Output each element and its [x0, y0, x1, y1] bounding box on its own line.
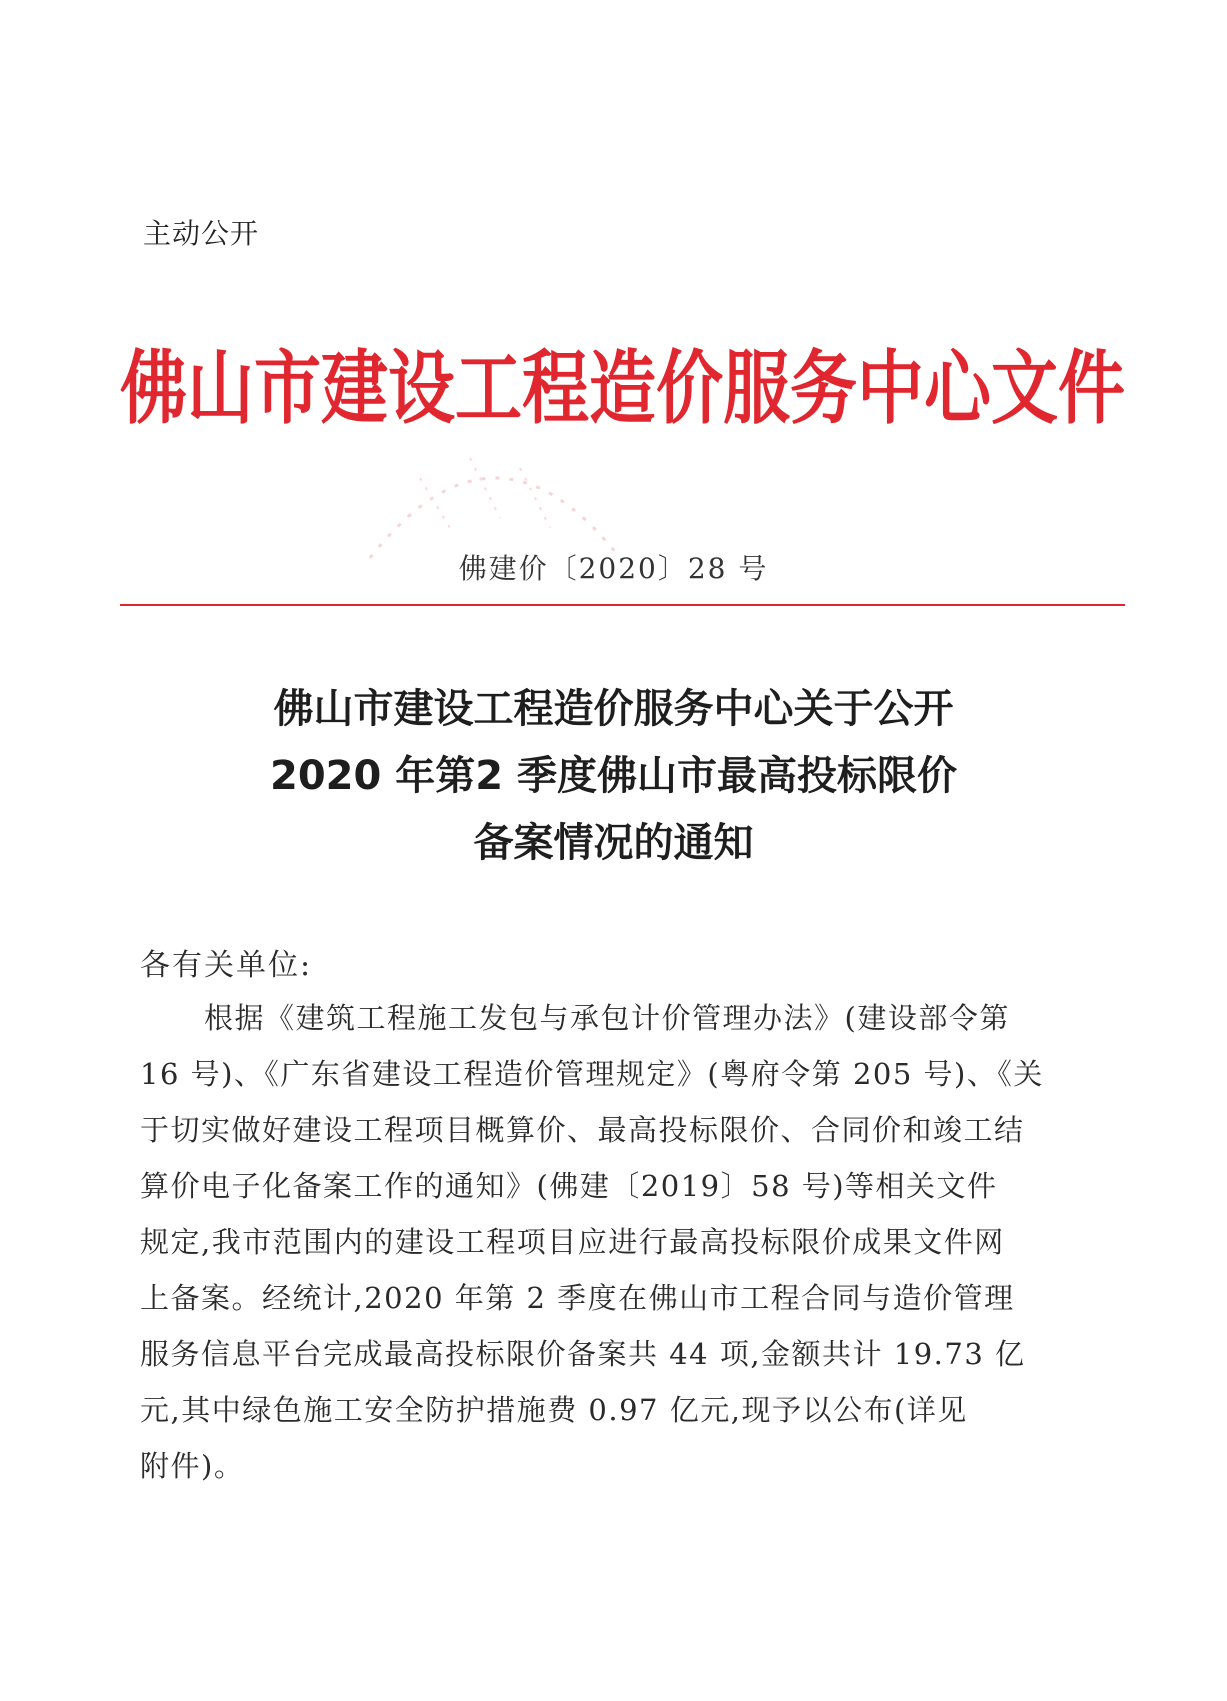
title-line: 2020 年第2 季度佛山市最高投标限价: [269, 753, 957, 799]
body-line: 算价电子化备案工作的通知》(佛建〔2019〕58 号)等相关文件: [140, 1169, 998, 1203]
disclosure-label: 主动公开: [143, 217, 260, 250]
body-line: 根据《建筑工程施工发包与承包计价管理办法》(建设部令第: [204, 1001, 1010, 1035]
document-number: 佛建价〔2020〕28 号: [458, 552, 769, 585]
body-line: 服务信息平台完成最高投标限价备案共 44 项,金额共计 19.73 亿: [140, 1337, 1026, 1371]
body-line: 规定,我市范围内的建设工程项目应进行最高投标限价成果文件网: [140, 1225, 1005, 1259]
body-line: 附件)。: [140, 1449, 245, 1483]
body-paragraph: [140, 990, 1080, 1494]
body-line: 元,其中绿色施工安全防护措施费 0.97 亿元,现予以公布(详见: [140, 1393, 968, 1427]
salutation: 各有关单位:: [140, 948, 313, 983]
title-line: 佛山市建设工程造价服务中心关于公开: [273, 686, 954, 732]
body-line: 上备案。经统计,2020 年第 2 季度在佛山市工程合同与造价管理: [140, 1281, 1015, 1315]
title-line: 备案情况的通知: [473, 820, 754, 866]
red-divider-line: [120, 604, 1125, 606]
faded-seal-stamp: [360, 418, 630, 568]
body-line: 于切实做好建设工程项目概算价、最高投标限价、合同价和竣工结: [140, 1113, 1025, 1147]
notice-title: [0, 676, 1227, 877]
body-line: 16 号)、《广东省建设工程造价管理规定》(粤府令第 205 号)、《关: [140, 1057, 1044, 1091]
document-masthead: 佛山市建设工程造价服务中心文件: [120, 341, 1125, 435]
